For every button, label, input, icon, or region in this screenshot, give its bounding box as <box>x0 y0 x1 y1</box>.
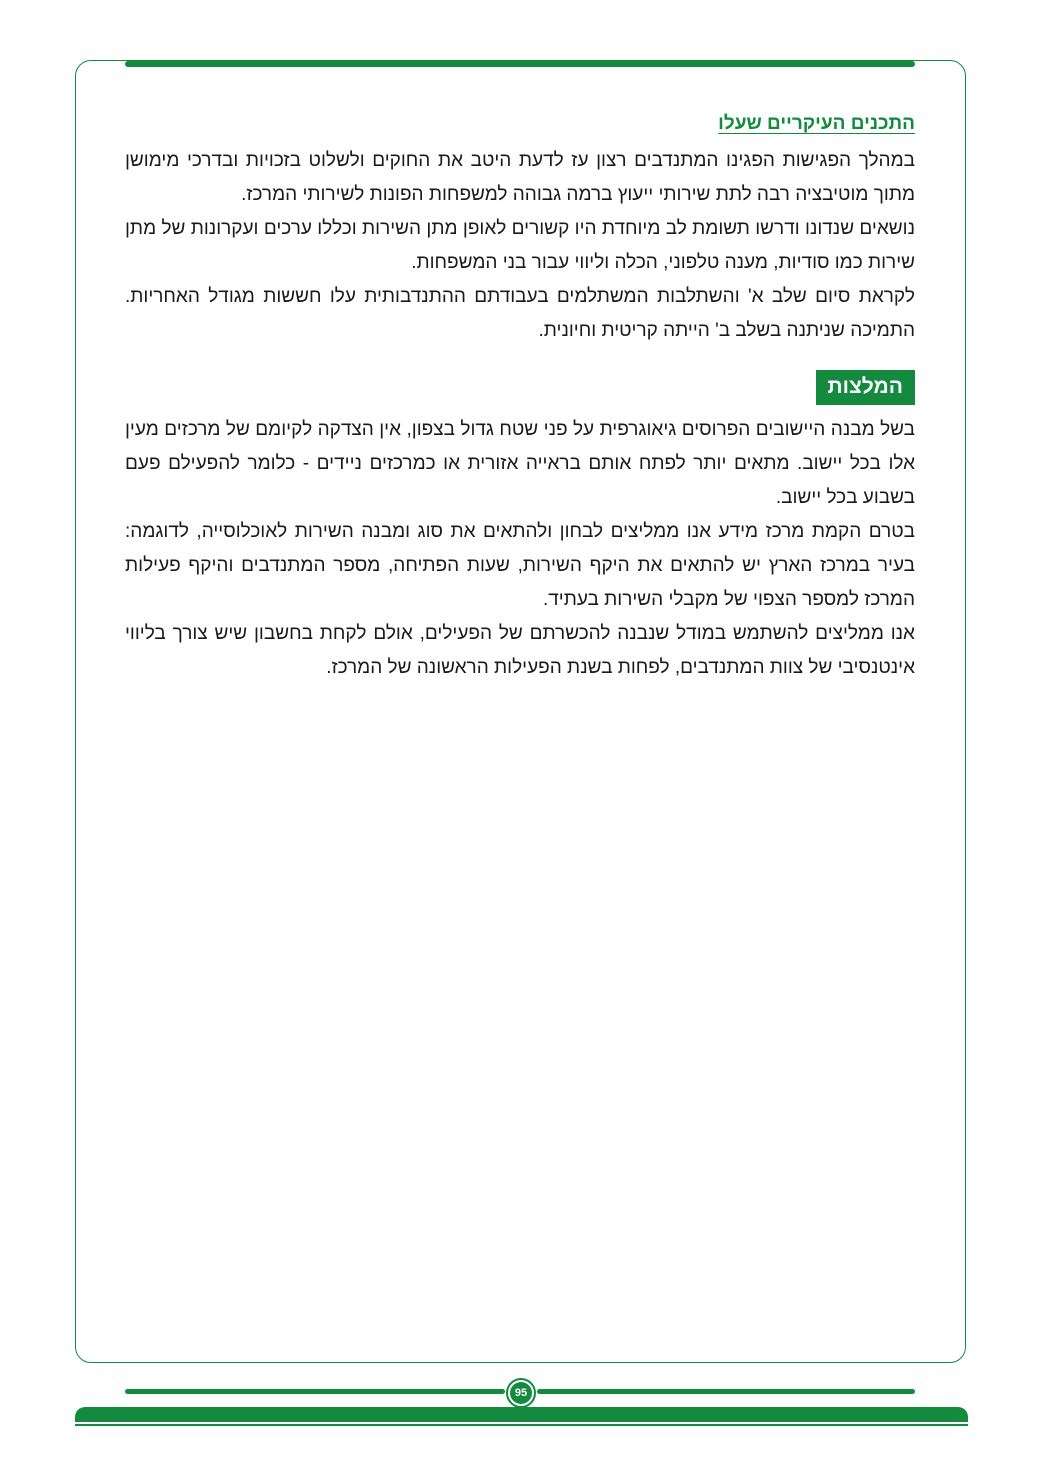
section-title-main-contents: התכנים העיקריים שעלו <box>718 113 915 134</box>
footer-rule-right <box>537 1389 915 1394</box>
page-number-badge <box>506 1378 536 1408</box>
section-recommendations <box>125 348 915 685</box>
paragraph: אנו ממליצים להשתמש במודל שנבנה להכשרתם של הפעילים, אולם לקחת בחשבון שיש צורך בליווי אינטנסיבי של צוות המתנדבים, לפחות בשנת הפעילות הראשונה של המרכז. <box>125 623 915 678</box>
paragraph: במהלך הפגישות הפגינו המתנדבים רצון עז לדעת היטב את החוקים ולשלוט בזכויות ובדרכי מימושן מתוך מוטיבציה רבה לתת שירותי ייעוץ ברמה גבוהה למשפחות הפונות לשירותי המרכז. <box>125 150 915 205</box>
top-green-rule <box>125 61 915 67</box>
page-number: 95 <box>510 1382 532 1404</box>
page-content <box>125 110 915 685</box>
paragraph: בטרם הקמת מרכז מידע אנו ממליצים לבחון ולהתאים את סוג ומבנה השירות לאוכלוסייה, לדוגמה: בעיר במרכז הארץ יש להתאים את היקף השירות, שעות הפתיחה, מספר המתנדבים והיקף פעילות המרכז למספר הצפוי של מקבלי השירות בעתיד. <box>125 521 915 610</box>
section-main-contents <box>125 110 915 348</box>
footer-band <box>75 1407 968 1422</box>
paragraph: נושאים שנדונו ודרשו תשומת לב מיוחדת היו קשורים לאופן מתן השירות וכללו ערכים ועקרונות של מתן שירות כמו סודיות, מענה טלפוני, הכלה וליווי עבור בני המשפחות. <box>125 218 915 273</box>
footer-rule-left <box>125 1389 505 1394</box>
footer-line <box>75 1424 968 1426</box>
paragraph: בשל מבנה היישובים הפרוסים גיאוגרפית על פני שטח גדול בצפון, אין הצדקה לקיומם של מרכזים מעין אלו בכל יישוב. מתאים יותר לפתח אותם בראייה אזורית או כמרכזים ניידים - כלומר להפעילם פעם בשבוע בכל יישוב. <box>125 419 915 508</box>
paragraph: לקראת סיום שלב א' והשתלבות המשתלמים בעבודתם ההתנדבותית עלו חששות מגודל האחריות. התמיכה שניתנה בשלב ב' הייתה קריטית וחיונית. <box>125 286 915 341</box>
section-title-recommendations: המלצות <box>816 370 915 405</box>
